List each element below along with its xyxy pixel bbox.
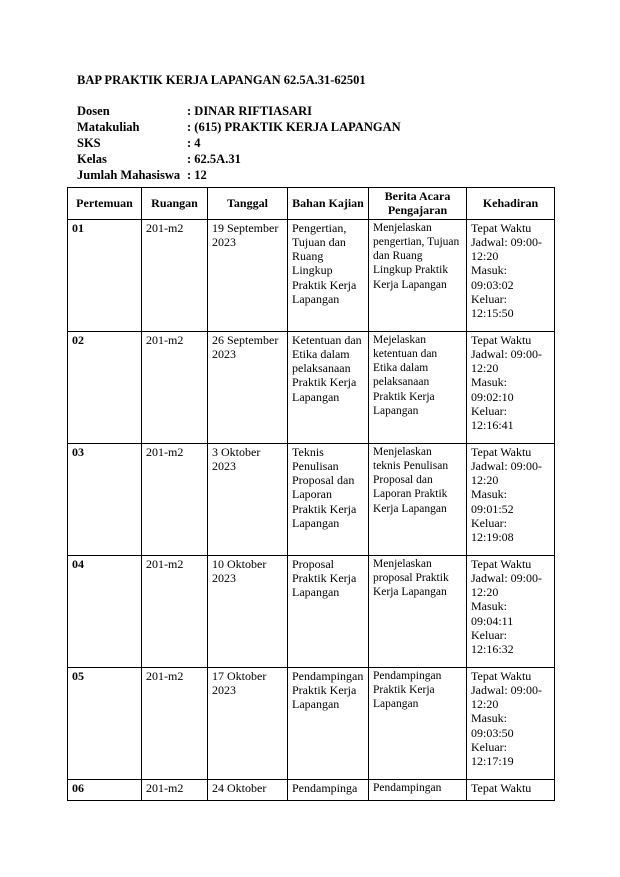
kehadiran-masuk: Masuk: 09:03:02 (471, 263, 514, 292)
cell-bahan: Proposal Praktik Kerja Lapangan (288, 555, 369, 667)
info-label: Kelas (77, 152, 107, 166)
cell-tanggal: 19 September 2023 (208, 219, 288, 331)
kehadiran-masuk: Masuk: 09:02:10 (471, 375, 514, 404)
kehadiran-jadwal: Jadwal: 09:00-12:20 (471, 346, 542, 376)
info-value: : 62.5A.31 (187, 152, 241, 166)
table-row (68, 331, 555, 443)
kehadiran-masuk: Masuk: 09:03:50 (471, 711, 514, 740)
cell-ruangan: 201-m2 (142, 555, 208, 667)
cell-berita: Mejelaskan ketentuan dan Etika dalam pelaksanaan Praktik Kerja Lapangan (369, 331, 467, 443)
cell-berita: Menjelaskan pengertian, Tujuan dan Ruang Lingkup Praktik Kerja Lapangan (369, 219, 467, 331)
cell-ruangan: 201-m2 (142, 779, 208, 800)
header-kehadiran: Kehadiran (467, 188, 555, 220)
info-value: : DINAR RIFTIASARI (187, 104, 313, 118)
cell-pertemuan: 05 (68, 667, 142, 779)
cell-berita: Menjelaskan proposal Praktik Kerja Lapangan (369, 555, 467, 667)
cell-kehadiran (467, 219, 555, 331)
cell-tanggal: 26 September 2023 (208, 331, 288, 443)
kehadiran-status: Tepat Waktu (471, 220, 532, 235)
cell-bahan: Pengertian, Tujuan dan Ruang Lingkup Praktik Kerja Lapangan (288, 219, 369, 331)
info-value: : 12 (187, 168, 207, 182)
info-label: Matakuliah (77, 120, 140, 134)
info-row-jumlah-mahasiswa (77, 167, 401, 183)
info-value: : (615) PRAKTIK KERJA LAPANGAN (187, 120, 401, 134)
header-berita-acara: Berita Acara Pengajaran (369, 188, 467, 220)
cell-kehadiran (467, 555, 555, 667)
info-label: Dosen (77, 104, 110, 118)
cell-berita: Menjelaskan teknis Penulisan Proposal dan Laporan Praktik Kerja Lapangan (369, 443, 467, 555)
kehadiran-keluar: Keluar: 12:16:41 (471, 404, 514, 433)
kehadiran-masuk: Masuk: 09:01:52 (471, 487, 514, 516)
cell-pertemuan: 04 (68, 555, 142, 667)
info-row-dosen (77, 103, 401, 119)
kehadiran-status: Tepat Waktu (471, 332, 532, 347)
cell-pertemuan: 03 (68, 443, 142, 555)
kehadiran-jadwal: Jadwal: 09:00-12:20 (471, 458, 542, 488)
info-label: SKS (77, 136, 101, 150)
table-row (68, 779, 555, 800)
cell-bahan: Pendampinga (288, 779, 369, 800)
info-row-sks (77, 135, 401, 151)
cell-bahan: Ketentuan dan Etika dalam pelaksanaan Praktik Kerja Lapangan (288, 331, 369, 443)
attendance-table (67, 187, 555, 801)
cell-bahan: Pendampingan Praktik Kerja Lapangan (288, 667, 369, 779)
cell-pertemuan: 01 (68, 219, 142, 331)
header-ruangan: Ruangan (142, 188, 208, 220)
course-info (77, 103, 401, 183)
kehadiran-jadwal: Jadwal: 09:00-12:20 (471, 682, 542, 712)
cell-kehadiran (467, 331, 555, 443)
cell-tanggal: 10 Oktober 2023 (208, 555, 288, 667)
cell-berita: Pendampingan Praktik Kerja Lapangan (369, 667, 467, 779)
cell-tanggal: 17 Oktober 2023 (208, 667, 288, 779)
kehadiran-status: Tepat Waktu (471, 556, 532, 571)
cell-pertemuan: 06 (68, 779, 142, 800)
table-row (68, 219, 555, 331)
cell-kehadiran (467, 779, 555, 800)
kehadiran-status: Tepat Waktu (471, 444, 532, 459)
cell-tanggal: 24 Oktober (208, 779, 288, 800)
cell-ruangan: 201-m2 (142, 667, 208, 779)
kehadiran-keluar: Keluar: 12:19:08 (471, 516, 514, 545)
kehadiran-keluar: Keluar: 12:15:50 (471, 292, 514, 321)
cell-pertemuan: 02 (68, 331, 142, 443)
kehadiran-jadwal: Jadwal: 09:00-12:20 (471, 234, 542, 264)
table-row (68, 555, 555, 667)
header-pertemuan: Pertemuan (68, 188, 142, 220)
kehadiran-status: Tepat Waktu (471, 780, 532, 795)
cell-kehadiran (467, 667, 555, 779)
cell-bahan: Teknis Penulisan Proposal dan Laporan Praktik Kerja Lapangan (288, 443, 369, 555)
document-title: BAP PRAKTIK KERJA LAPANGAN 62.5A.31-62501 (77, 73, 366, 87)
cell-ruangan: 201-m2 (142, 443, 208, 555)
kehadiran-keluar: Keluar: 12:17:19 (471, 740, 514, 769)
info-row-kelas (77, 151, 401, 167)
header-bahan-kajian: Bahan Kajian (288, 188, 369, 220)
table-header-row (68, 188, 555, 220)
info-row-matakuliah (77, 119, 401, 135)
info-label: Jumlah Mahasiswa (77, 168, 181, 182)
cell-tanggal: 3 Oktober 2023 (208, 443, 288, 555)
kehadiran-status: Tepat Waktu (471, 668, 532, 683)
info-value: : 4 (187, 136, 201, 150)
cell-ruangan: 201-m2 (142, 331, 208, 443)
table-row (68, 667, 555, 779)
cell-berita: Pendampingan (369, 779, 467, 800)
kehadiran-masuk: Masuk: 09:04:11 (471, 599, 514, 628)
header-tanggal: Tanggal (208, 188, 288, 220)
table-row (68, 443, 555, 555)
cell-ruangan: 201-m2 (142, 219, 208, 331)
cell-kehadiran (467, 443, 555, 555)
kehadiran-keluar: Keluar: 12:16:32 (471, 628, 514, 657)
kehadiran-jadwal: Jadwal: 09:00-12:20 (471, 570, 542, 600)
